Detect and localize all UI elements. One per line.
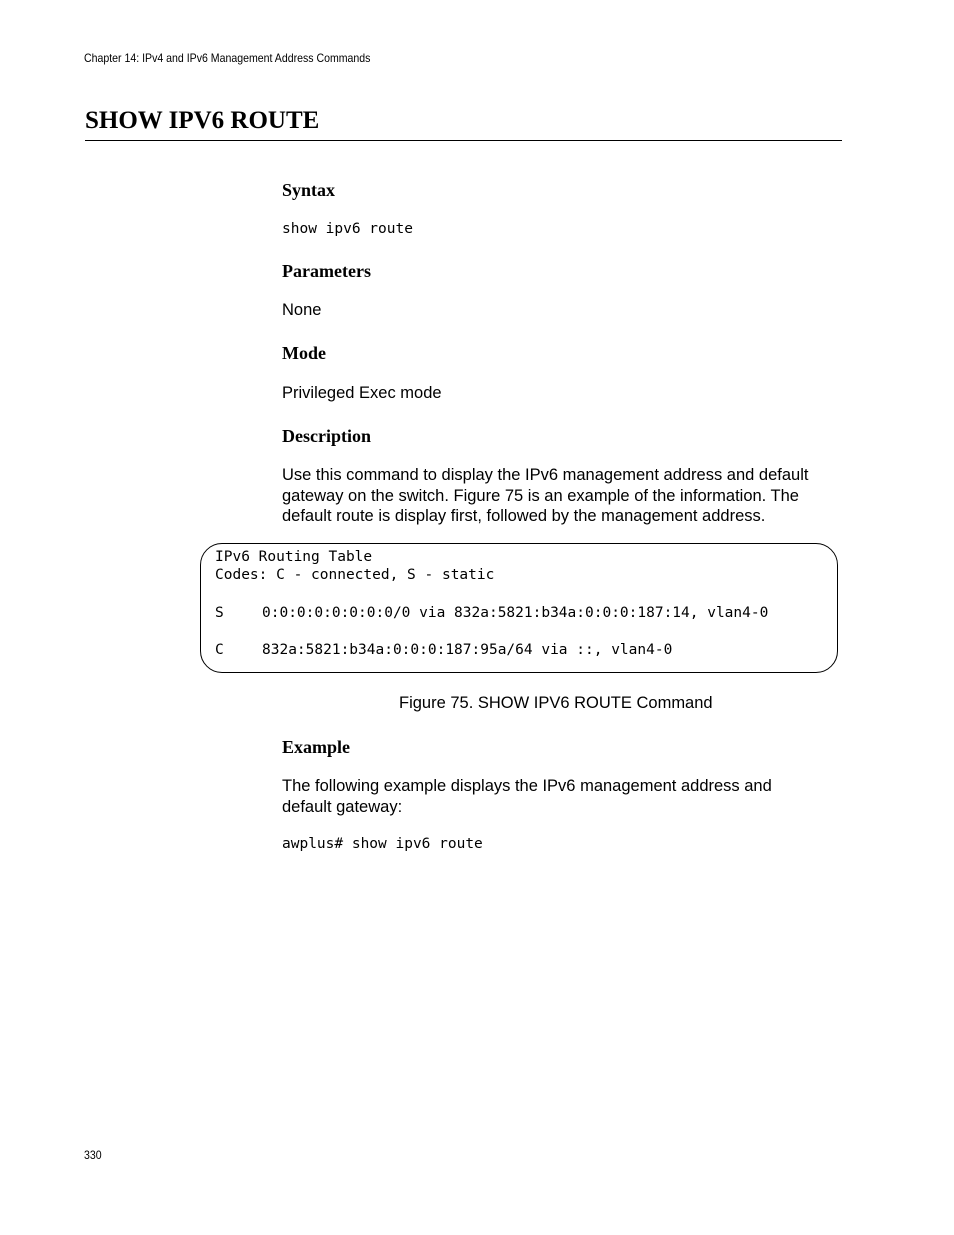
example-line: The following example displays the IPv6 management address and: [282, 777, 772, 795]
description-line: default route is display first, followed by the management address.: [282, 507, 766, 525]
parameters-heading: Parameters: [282, 261, 371, 281]
route-code: S: [215, 605, 224, 621]
example-line: default gateway:: [282, 797, 403, 816]
output-table-title: IPv6 Routing Table: [215, 549, 373, 565]
page-title: SHOW IPV6 ROUTE: [85, 107, 320, 134]
page-number: 330: [84, 1148, 102, 1162]
running-header: Chapter 14: IPv4 and IPv6 Management Address Commands: [84, 51, 371, 65]
figure-caption: Figure 75. SHOW IPV6 ROUTE Command: [399, 694, 713, 712]
output-codes-legend: Codes: C - connected, S - static: [215, 567, 495, 583]
mode-text: Privileged Exec mode: [282, 384, 442, 402]
syntax-command: show ipv6 route: [282, 221, 413, 237]
example-command: awplus# show ipv6 route: [282, 836, 483, 852]
route-entry: 0:0:0:0:0:0:0:0/0 via 832a:5821:b34a:0:0:0:187:14, vlan4-0: [262, 605, 769, 621]
description-line: gateway on the switch. Figure 75 is an example of the information. The: [282, 486, 799, 505]
route-code: C: [215, 642, 224, 658]
description-line: Use this command to display the IPv6 management address and default: [282, 466, 809, 484]
example-heading: Example: [282, 737, 351, 757]
title-rule: [85, 140, 842, 141]
route-entry: 832a:5821:b34a:0:0:0:187:95a/64 via ::, vlan4-0: [262, 642, 673, 658]
parameters-text: None: [282, 301, 322, 319]
description-heading: Description: [282, 426, 371, 446]
syntax-heading: Syntax: [282, 180, 336, 200]
mode-heading: Mode: [282, 343, 326, 363]
